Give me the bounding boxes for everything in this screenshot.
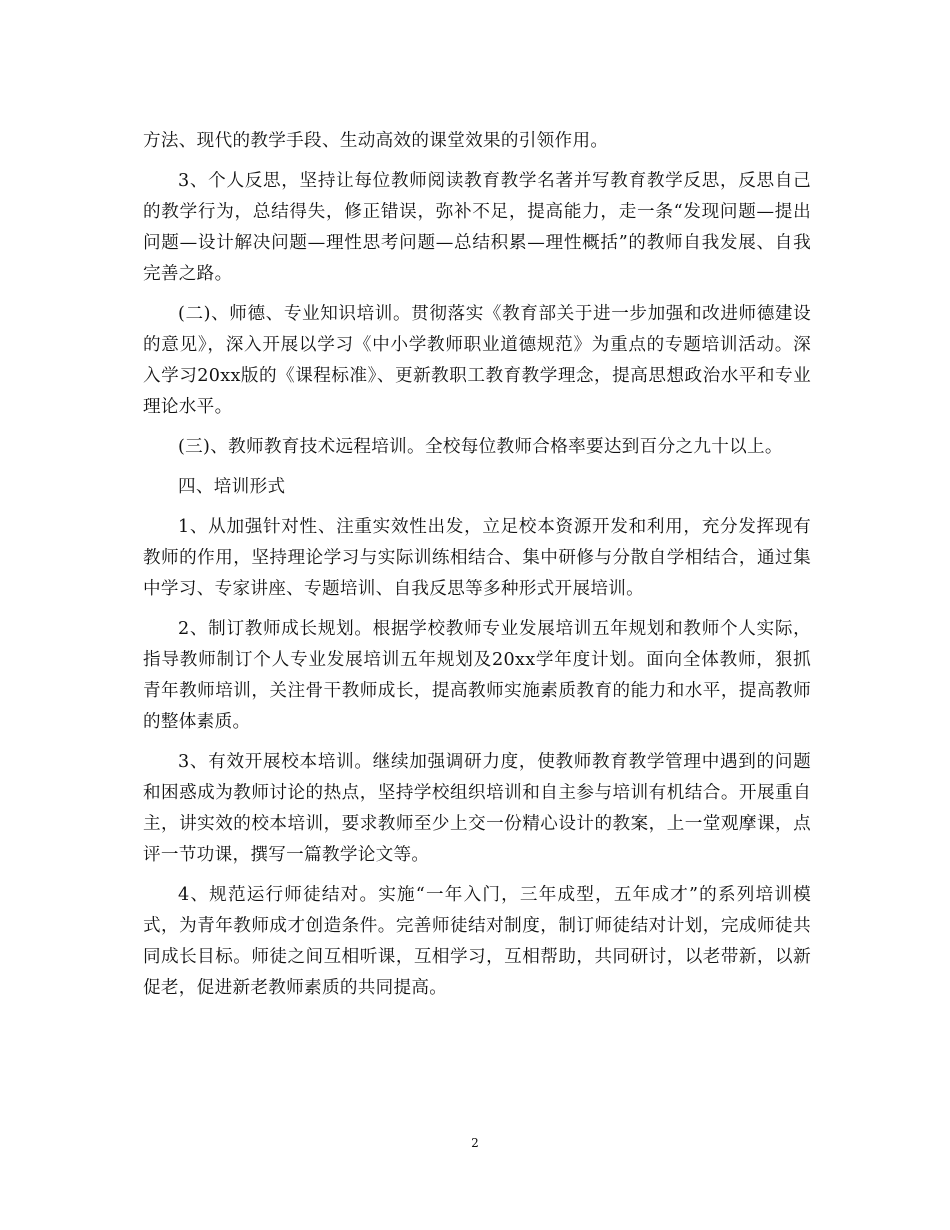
document-body: [143, 126, 811, 1013]
section-heading: 四、培训形式: [178, 477, 286, 497]
page-number: 2: [471, 1136, 479, 1150]
paragraph: 4、规范运行师徒结对。实施“一年入门，三年成型，五年成才”的系列培训模式，为青年教师成才创造条件。完善师徒结对制度，制订师徒结对计划，完成师徒共同成长目标。师徒之间互相听课，互相学习，互相帮助，共同研讨，以老带新，以新促老，促进新老教师素质的共同提高。: [143, 885, 811, 998]
paragraph: 2、制订教师成长规划。根据学校教师专业发展培训五年规划和教师个人实际，指导教师制订个人专业发展培训五年规划及20xx学年度计划。面向全体教师，狠抓青年教师培训，关注骨干教师成长，提高教师实施素质教育的能力和水平，提高教师的整体素质。: [143, 619, 811, 732]
paragraph: 3、个人反思，坚持让每位教师阅读教育教学名著并写教育教学反思，反思自己的教学行为，总结得失，修正错误，弥补不足，提高能力，走一条“发现问题—提出问题—设计解决问题—理性思考问题—总结积累—理性概括”的教师自我发展、自我完善之路。: [143, 171, 811, 284]
paragraph: (二)、师德、专业知识培训。贯彻落实《教育部关于进一步加强和改进师德建设的意见》，深入开展以学习《中小学教师职业道德规范》为重点的专题培训活动。深入学习20xx版的《课程标准》、更新教职工教育教学理念，提高思想政治水平和专业理论水平。: [143, 304, 811, 417]
paragraph: 方法、现代的教学手段、生动高效的课堂效果的引领作用。: [143, 131, 609, 151]
paragraph: 3、有效开展校本培训。继续加强调研力度，使教师教育教学管理中遇到的问题和困惑成为教师讨论的热点，坚持学校组织培训和自主参与培训有机结合。开展重自主，讲实效的校本培训，要求教师至少上交一份精心设计的教案，上一堂观摩课，点评一节功课，撰写一篇教学论文等。: [143, 752, 811, 865]
paragraph: 1、从加强针对性、注重实效性出发，立足校本资源开发和利用，充分发挥现有教师的作用，坚持理论学习与实际训练相结合、集中研修与分散自学相结合，通过集中学习、专家讲座、专题培训、自我反思等多种形式开展培训。: [143, 517, 811, 599]
paragraph: (三)、教师教育技术远程培训。全校每位教师合格率要达到百分之九十以上。: [178, 437, 783, 457]
